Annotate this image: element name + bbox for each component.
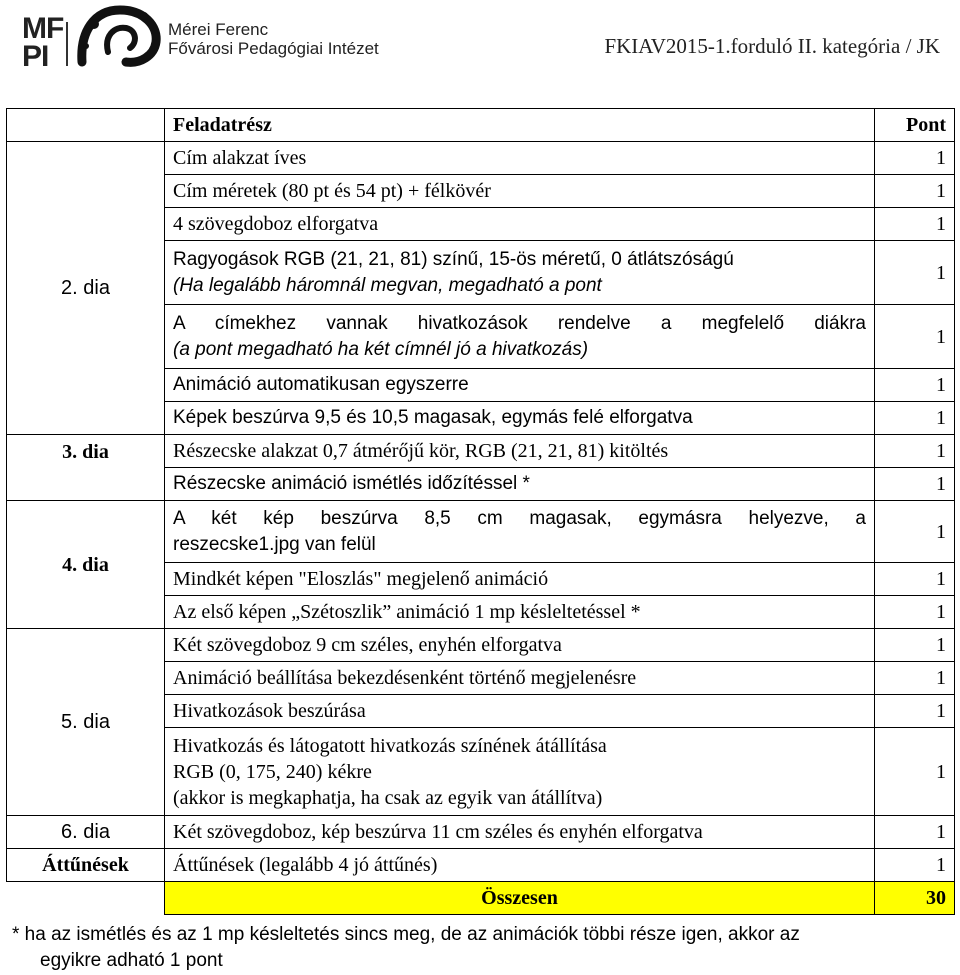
- task-text: 4 szövegdoboz elforgatva: [165, 208, 875, 241]
- task-text: Ragyogások RGB (21, 21, 81) színű, 15-ös méretű, 0 átlátszóságú: [173, 248, 734, 270]
- table-row: [7, 816, 955, 849]
- task-points: 1: [875, 596, 955, 629]
- task-points: 1: [875, 695, 955, 728]
- task-text: Hivatkozás és látogatott hivatkozás színének átállítása: [173, 734, 607, 757]
- task-text: Képek beszúrva 9,5 és 10,5 magasak, egymás felé elforgatva: [165, 402, 875, 435]
- section-label: 2. dia: [7, 142, 165, 435]
- logo-divider: [66, 22, 68, 66]
- logo-text-bottom: PI: [22, 40, 49, 73]
- table-row: [7, 849, 955, 882]
- page-header: [0, 0, 960, 100]
- table-header-row: [7, 109, 955, 142]
- task-text: Két szövegdoboz 9 cm széles, enyhén elforgatva: [165, 629, 875, 662]
- table-row: [7, 142, 955, 175]
- task-points: 1: [875, 435, 955, 468]
- task-points: 1: [875, 662, 955, 695]
- header-blank-cell: [7, 109, 165, 142]
- section-label: Áttűnések: [7, 849, 165, 882]
- task-points: 1: [875, 468, 955, 501]
- task-points: 1: [875, 305, 955, 369]
- grading-table: [6, 108, 955, 915]
- task-points: 1: [875, 402, 955, 435]
- task-points: 1: [875, 208, 955, 241]
- task-text: Animáció automatikusan egyszerre: [165, 369, 875, 402]
- task-cell: [165, 305, 875, 369]
- task-text: Részecske alakzat 0,7 átmérőjű kör, RGB (21, 21, 81) kitöltés: [165, 435, 875, 468]
- task-note: (a pont megadható ha két címnél jó a hivatkozás): [173, 338, 589, 360]
- task-points: 1: [875, 816, 955, 849]
- task-text: Animáció beállítása bekezdésenként történő megjelenésre: [165, 662, 875, 695]
- section-label: 5. dia: [7, 629, 165, 816]
- total-blank-cell: [7, 882, 165, 915]
- total-label: Összesen: [165, 882, 875, 915]
- footnote-line2: egyikre adható 1 pont: [40, 950, 223, 971]
- task-points: 1: [875, 175, 955, 208]
- task-points: 1: [875, 629, 955, 662]
- total-row: [7, 882, 955, 915]
- footnote-line1: * ha az ismétlés és az 1 mp késleltetés sincs meg, de az animációk többi része igen, akkor az: [12, 924, 800, 945]
- task-text: Mindkét képen "Eloszlás" megjelenő animáció: [165, 563, 875, 596]
- task-cell: [165, 728, 875, 816]
- column-header-task: Feladatrész: [165, 109, 875, 142]
- task-points: 1: [875, 563, 955, 596]
- task-text: Cím alakzat íves: [165, 142, 875, 175]
- task-points: 1: [875, 142, 955, 175]
- task-text: Részecske animáció ismétlés időzítéssel *: [165, 468, 875, 501]
- footnote: [12, 922, 947, 974]
- document-title: FKIAV2015-1.forduló II. kategória / JK: [604, 34, 940, 58]
- task-points: 1: [875, 728, 955, 816]
- table-row: [7, 501, 955, 563]
- org-name-line1: Mérei Ferenc: [168, 20, 269, 39]
- task-text: Két szövegdoboz, kép beszúrva 11 cm széles és enyhén elforgatva: [165, 816, 875, 849]
- task-text: A két kép beszúrva 8,5 cm magasak, egymásra helyezve, a: [173, 507, 866, 529]
- task-text: Az első képen „Szétoszlik” animáció 1 mp késleltetéssel *: [165, 596, 875, 629]
- task-text-cont: reszecske1.jpg van felül: [173, 533, 376, 555]
- task-points: 1: [875, 369, 955, 402]
- task-text-cont: RGB (0, 175, 240) kékre: [173, 760, 372, 783]
- task-text: Áttűnések (legalább 4 jó áttűnés): [165, 849, 875, 882]
- logo-text-top: MF: [22, 12, 64, 45]
- task-note: (Ha legalább háromnál megvan, megadható a pont: [173, 274, 602, 296]
- column-header-points: Pont: [875, 109, 955, 142]
- task-text: Hivatkozások beszúrása: [165, 695, 875, 728]
- task-text: A címekhez vannak hivatkozások rendelve a megfelelő diákra: [173, 312, 866, 334]
- table-row: [7, 435, 955, 468]
- task-cell: [165, 241, 875, 305]
- task-cell: [165, 501, 875, 563]
- section-label: 6. dia: [7, 816, 165, 849]
- org-name-line2: Fővárosi Pedagógiai Intézet: [168, 39, 379, 58]
- total-points: 30: [875, 882, 955, 915]
- task-points: 1: [875, 501, 955, 563]
- table-row: [7, 629, 955, 662]
- task-text: Cím méretek (80 pt és 54 pt) + félkövér: [165, 175, 875, 208]
- task-points: 1: [875, 241, 955, 305]
- task-note: (akkor is megkaphatja, ha csak az egyik van átállítva): [173, 786, 603, 809]
- institute-logo-icon: [74, 2, 164, 70]
- section-label: 4. dia: [7, 501, 165, 629]
- section-label: 3. dia: [7, 435, 165, 501]
- task-points: 1: [875, 849, 955, 882]
